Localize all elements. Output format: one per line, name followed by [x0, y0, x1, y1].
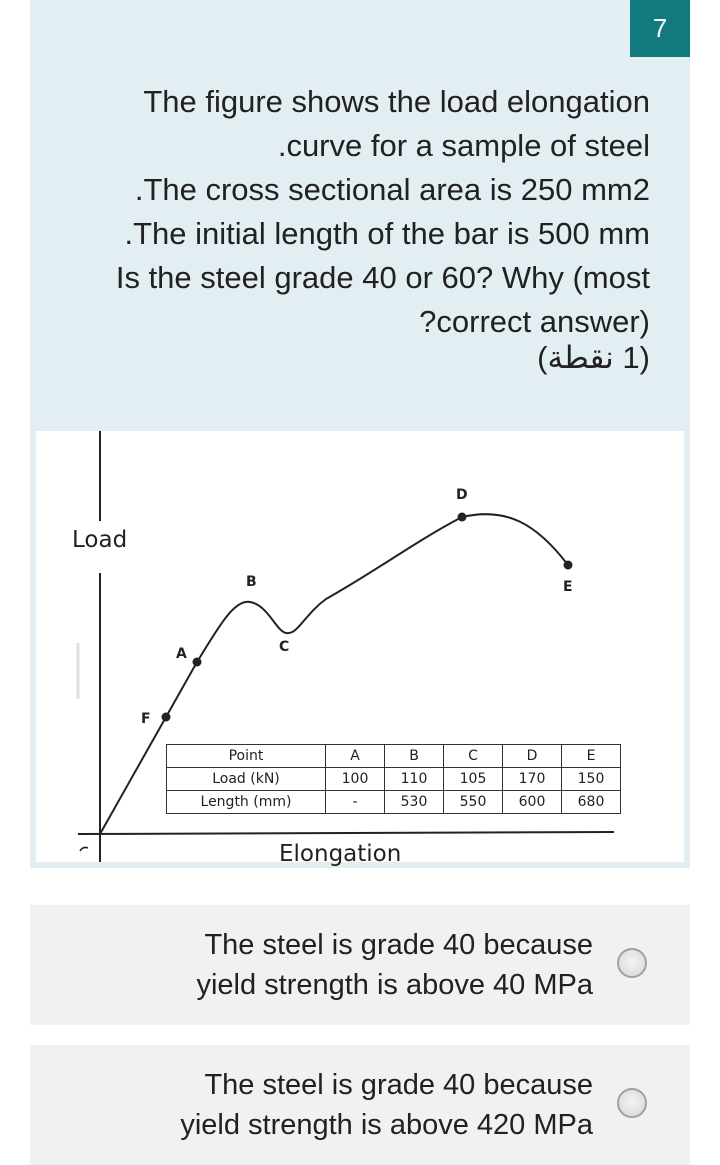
- table-column-header: A: [326, 745, 385, 768]
- point-label-F: F: [141, 711, 151, 727]
- question-line: .The initial length of the bar is 500 mm: [124, 216, 650, 251]
- answer-option-text-line: yield strength is above 40 MPa: [196, 969, 593, 1001]
- question-number-badge: 7: [630, 0, 690, 57]
- load-elongation-figure: [36, 431, 684, 867]
- table-cell: -: [326, 791, 385, 814]
- x-axis-label: Elongation: [279, 841, 402, 867]
- point-A-marker: [193, 658, 202, 667]
- table-cell: 170: [503, 768, 562, 791]
- table-row: [167, 745, 621, 768]
- point-label-B: B: [246, 574, 257, 590]
- question-line: .The cross sectional area is 250 mm2: [134, 172, 650, 207]
- table-column-header: B: [385, 745, 444, 768]
- point-label-D: D: [456, 487, 468, 503]
- question-line: .curve for a sample of steel: [277, 128, 650, 163]
- table-cell: 600: [503, 791, 562, 814]
- table-row-label: Load (kN): [167, 768, 326, 791]
- axis-tick-mark: [80, 847, 88, 851]
- point-label-E: E: [563, 579, 573, 595]
- answer-option-2[interactable]: [30, 1045, 690, 1165]
- table-cell: 550: [444, 791, 503, 814]
- table-row-label: Length (mm): [167, 791, 326, 814]
- table-cell: 680: [562, 791, 621, 814]
- answer-option-text-line: The steel is grade 40 because: [204, 929, 593, 961]
- table-header-label: Point: [167, 745, 326, 768]
- table-column-header: C: [444, 745, 503, 768]
- point-E-marker: [564, 561, 573, 570]
- question-line: Is the steel grade 40 or 60? Why (most: [115, 260, 650, 295]
- table-cell: 100: [326, 768, 385, 791]
- table-cell: 530: [385, 791, 444, 814]
- table-row: [167, 791, 621, 814]
- point-label-A: A: [176, 646, 187, 662]
- question-text: [60, 80, 650, 344]
- answer-option-text: [70, 1065, 593, 1145]
- answer-option-text-line: yield strength is above 420 MPa: [180, 1109, 593, 1141]
- point-F-marker: [162, 713, 171, 722]
- table-cell: 105: [444, 768, 503, 791]
- answer-option-text: [70, 925, 593, 1005]
- y-axis-label: Load: [72, 527, 128, 553]
- table-cell: 150: [562, 768, 621, 791]
- question-line: ?correct answer): [419, 304, 650, 339]
- answer-option-radio[interactable]: [617, 1088, 647, 1118]
- points-label: (1 نقطة): [537, 340, 650, 375]
- point-label-C: C: [279, 639, 290, 655]
- answer-option-radio[interactable]: [617, 948, 647, 978]
- table-column-header: D: [503, 745, 562, 768]
- table-row: [167, 768, 621, 791]
- point-D-marker: [458, 513, 467, 522]
- table-column-header: E: [562, 745, 621, 768]
- question-card: [30, 0, 690, 868]
- answer-option-1[interactable]: [30, 905, 690, 1025]
- question-line: The figure shows the load elongation: [143, 84, 650, 119]
- data-table: [166, 744, 621, 814]
- x-axis: [78, 832, 614, 834]
- table-cell: 110: [385, 768, 444, 791]
- answer-option-text-line: The steel is grade 40 because: [204, 1069, 593, 1101]
